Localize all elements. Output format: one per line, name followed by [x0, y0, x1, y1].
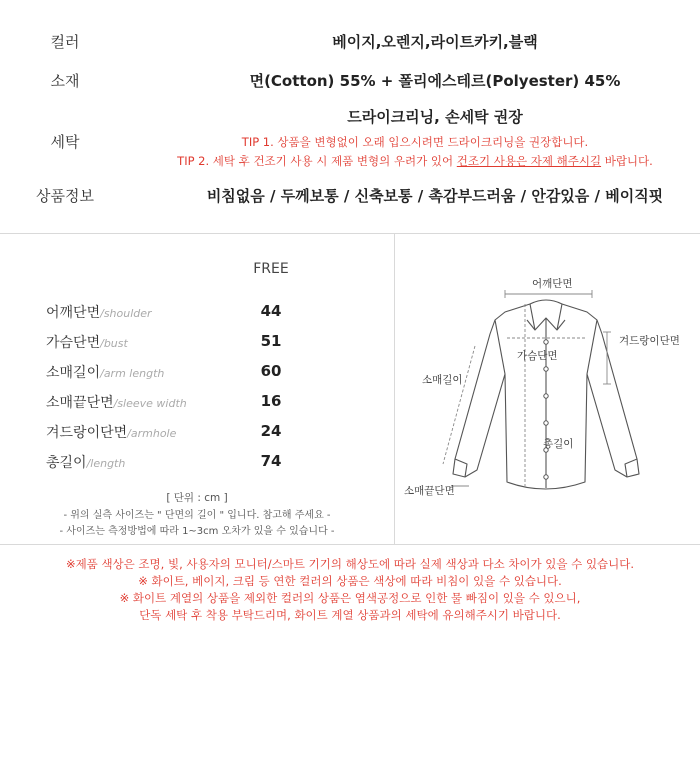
notice-line: ※ 화이트 계열의 상품을 제외한 컬러의 상품은 염색공정으로 인한 물 빠짐이 있을 수 있으니, [119, 591, 581, 605]
size-name: 소매길이/arm length [46, 365, 165, 381]
size-row [0, 332, 394, 354]
notice-line: ※제품 색상은 조명, 빛, 사용자의 모니터/스마트 기기의 해상도에 따라 실제 색상과 다소 차이가 있을 수 있습니다. [65, 557, 635, 571]
notice-line: ※ 화이트, 베이지, 크림 등 연한 컬러의 상품은 색상에 따라 비침이 있을 수 있습니다. [138, 574, 562, 588]
diagram-armhole-label: 겨드랑이단면 [619, 335, 680, 347]
unit-note: [ 단위 : cm ] [166, 492, 228, 504]
wash-value: 드라이크리닝, 손세탁 권장 [347, 108, 523, 126]
size-name: 겨드랑이단면/armhole [46, 425, 177, 441]
color-value: 베이지,오렌지,라이트카키,블랙 [332, 33, 538, 51]
shirt-diagram [395, 234, 700, 544]
diagram-bust-label: 가슴단면 [517, 350, 558, 362]
diagram-shoulder-label: 어깨단면 [532, 278, 573, 290]
section-divider [0, 544, 700, 545]
size-value: 60 [260, 362, 282, 380]
wash-tip-1: TIP 1. 상품을 변형없이 오래 입으시려면 드라이크리닝을 권장합니다. [241, 135, 589, 149]
notice-line: 단독 세탁 후 착용 부탁드리며, 화이트 계열 상품과의 세탁에 유의해주시기 바랍니다. [139, 608, 561, 622]
size-value: 24 [260, 422, 282, 440]
detail-label: 상품정보 [36, 187, 94, 205]
size-row [0, 302, 394, 324]
size-name: 어깨단면/shoulder [46, 305, 152, 321]
detail-value: 비침없음 / 두께보통 / 신축보통 / 촉감부드러움 / 안감있음 / 베이직핏 [206, 187, 664, 205]
size-row [0, 392, 394, 414]
size-row [0, 362, 394, 384]
material-value: 면(Cotton) 55% + 폴리에스테르(Polyester) 45% [249, 72, 621, 90]
size-value: 44 [260, 302, 282, 320]
diagram-sleeve-label: 소매끝단면 [404, 485, 455, 497]
size-value: 16 [260, 392, 282, 410]
size-column-header: FREE [253, 261, 289, 277]
color-label: 컬러 [50, 33, 80, 51]
size-name: 소매끝단면/sleeve width [46, 395, 187, 411]
size-name: 총길이/length [46, 455, 126, 471]
size-row [0, 422, 394, 444]
measure-note-1: - 위의 실측 사이즈는 " 단면의 길이 " 입니다. 참고해 주세요 - [63, 510, 331, 521]
size-value: 74 [260, 452, 282, 470]
wash-label: 세탁 [50, 133, 80, 151]
measure-note-2: - 사이즈는 측정방법에 따라 1~3cm 오차가 있을 수 있습니다 - [59, 526, 335, 537]
wash-tip-2: TIP 2. 세탁 후 건조기 사용 시 제품 변형의 우려가 있어 건조기 사용은 자제 해주시길 바랍니다. [177, 154, 653, 168]
size-row [0, 452, 394, 474]
size-value: 51 [260, 332, 282, 350]
material-label: 소재 [50, 72, 80, 90]
diagram-arm-label: 소매길이 [422, 374, 463, 386]
size-name: 가슴단면/bust [46, 335, 128, 351]
diagram-length-label: 총길이 [543, 438, 574, 450]
